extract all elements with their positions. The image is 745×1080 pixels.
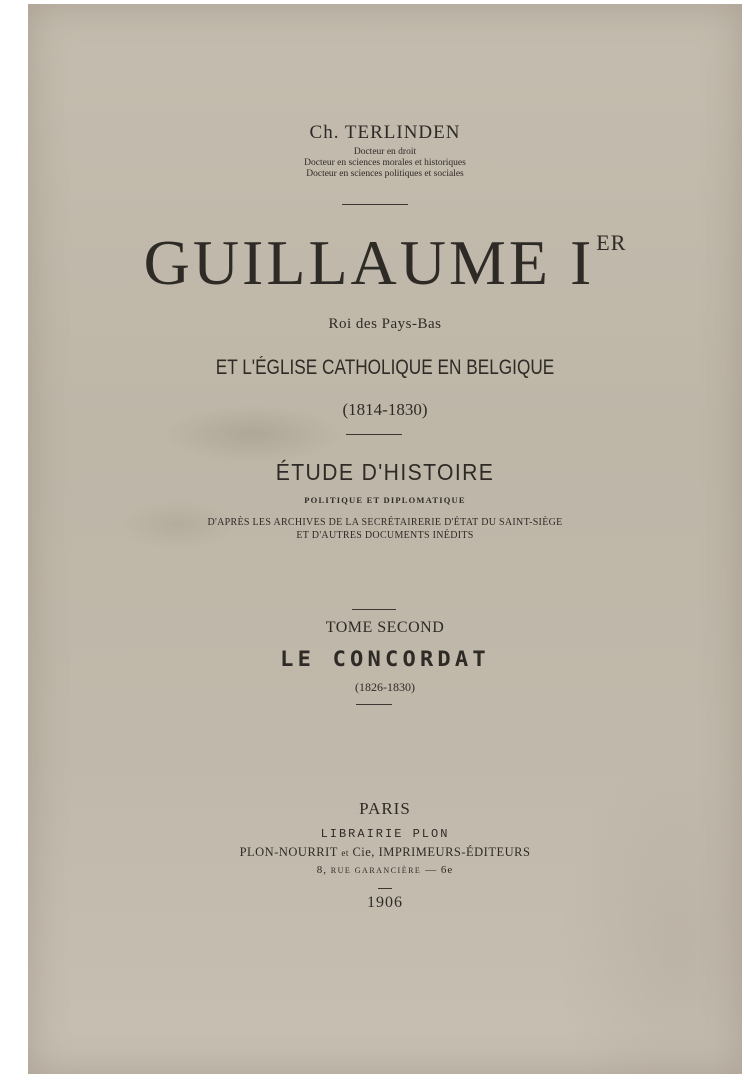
- publisher-house: LIBRAIRIE PLON: [320, 827, 450, 841]
- study-sources-1: D'APRÈS LES ARCHIVES DE LA SECRÉTAIRERIE D'ÉTAT DU SAINT-SIÈGE: [207, 517, 563, 528]
- volume-dates: (1826-1830): [355, 680, 415, 694]
- book-title: [28, 226, 742, 300]
- printer-role: IMPRIMEURS-ÉDITEURS: [378, 845, 531, 859]
- title-superscript: ER: [596, 230, 627, 255]
- printer-name: PLON-NOURRIT: [239, 845, 338, 859]
- divider-rule: [356, 704, 392, 705]
- author-surname: TERLINDEN: [344, 122, 461, 143]
- publication-year: 1906: [367, 894, 403, 911]
- title-dates: (1814-1830): [342, 400, 428, 419]
- study-heading: ÉTUDE D'HISTOIRE: [275, 459, 495, 485]
- publisher-address: [28, 864, 742, 876]
- volume-name: LE CONCORDAT: [280, 647, 490, 671]
- divider-rule: [342, 204, 408, 205]
- author-credential-1: Docteur en droit: [353, 147, 417, 157]
- book-cover: [28, 4, 742, 1074]
- publisher-printer: [28, 845, 742, 860]
- author-credential-3: Docteur en sciences politiques et sociales: [306, 169, 464, 179]
- address-arrondissement: — 6e: [425, 864, 454, 876]
- study-sources-2: ET D'AUTRES DOCUMENTS INÉDITS: [296, 530, 474, 541]
- author-name: [28, 122, 742, 144]
- publisher-city: PARIS: [359, 799, 411, 818]
- printer-co: Cie,: [352, 845, 375, 859]
- author-credential-2: Docteur en sciences morales et historiques: [304, 158, 466, 168]
- title-main: GUILLAUME I: [143, 227, 595, 298]
- study-subheading: POLITIQUE ET DIPLOMATIQUE: [304, 495, 466, 505]
- divider-rule: [378, 888, 392, 889]
- printer-et: et: [341, 848, 349, 858]
- divider-rule: [346, 434, 402, 435]
- divider-rule: [352, 609, 396, 610]
- address-number: 8,: [316, 864, 328, 876]
- title-roi: Roi des Pays-Bas: [328, 316, 442, 332]
- book-subtitle: ET L'ÉGLISE CATHOLIQUE EN BELGIQUE: [215, 356, 555, 379]
- volume-tome: TOME SECOND: [325, 619, 445, 636]
- address-street: RUE GARANCIÈRE: [330, 866, 422, 875]
- author-prefix: Ch.: [309, 122, 340, 143]
